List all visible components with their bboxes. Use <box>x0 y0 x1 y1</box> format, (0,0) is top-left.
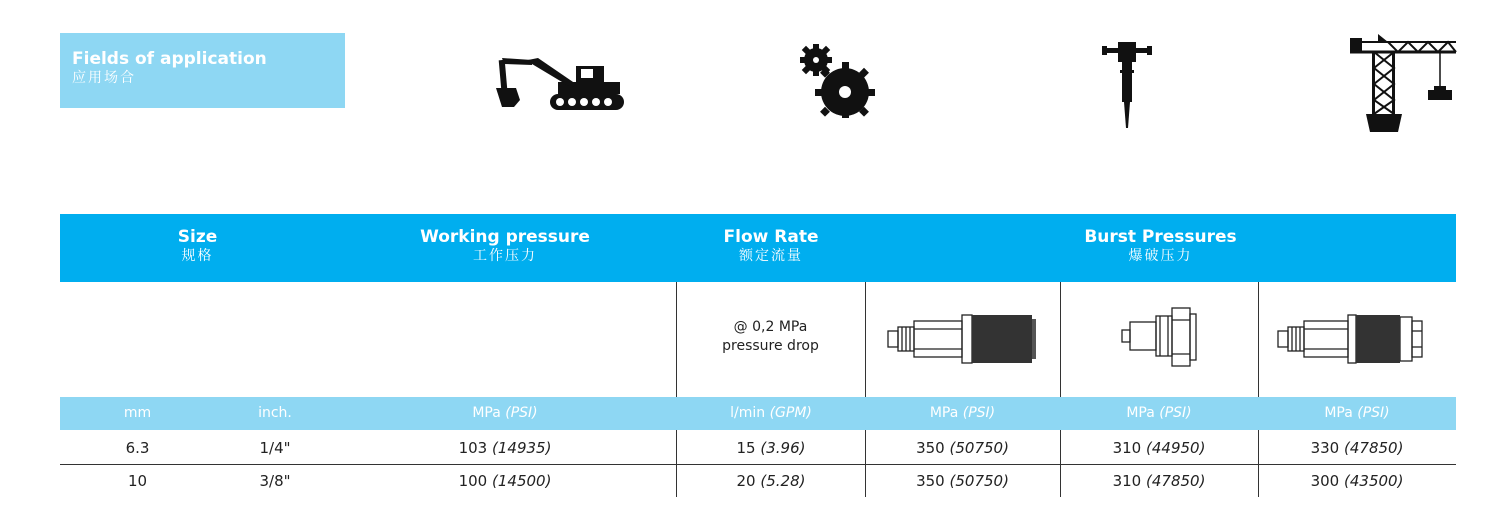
cell-b2-alt: (47850) <box>1146 472 1206 490</box>
unit-burst1-alt: (PSI) <box>962 405 996 421</box>
fields-subtitle: 应用场合 <box>72 70 136 86</box>
cell-b2-value: 310 <box>1112 439 1142 457</box>
fields-title: Fields of application <box>72 49 267 69</box>
header-size-subtitle: 规格 <box>181 248 214 264</box>
header-burst-pressures-subtitle: 爆破压力 <box>1128 248 1193 264</box>
table-row <box>60 432 1456 464</box>
cell-flow-rate <box>677 465 865 497</box>
cell-flow-value: 20 <box>736 472 756 490</box>
header-burst-pressures-title: Burst Pressures <box>1084 227 1237 247</box>
cell-wp-alt: (14935) <box>492 439 552 457</box>
cell-b3-alt: (43500) <box>1344 472 1404 490</box>
unit-wp-alt: (PSI) <box>505 405 538 421</box>
cell-working-pressure <box>335 465 675 497</box>
cell-burst-2 <box>1060 432 1258 464</box>
header-size-title: Size <box>177 227 218 247</box>
unit-burst-3 <box>1258 397 1456 430</box>
header-flow-rate-title: Flow Rate <box>723 227 819 247</box>
fields-of-application-box <box>60 33 345 108</box>
cell-flow-value: 15 <box>736 439 756 457</box>
cell-wp-alt: (14500) <box>492 472 552 490</box>
unit-burst2-alt: (PSI) <box>1159 405 1192 421</box>
header-flow-rate-subtitle: 额定流量 <box>739 248 803 264</box>
flow-note-line1: @ 0,2 MPa <box>733 319 808 335</box>
flow-note-line2: pressure drop <box>722 338 819 354</box>
cell-b3-value: 330 <box>1310 439 1340 457</box>
header-working-pressure <box>335 214 675 282</box>
unit-burst3-alt: (PSI) <box>1357 405 1390 421</box>
header-size <box>60 214 335 282</box>
cell-burst-3 <box>1258 465 1456 497</box>
unit-flow-alt: (GPM) <box>769 405 812 421</box>
flow-rate-note <box>677 318 864 356</box>
excavator-icon <box>492 52 626 114</box>
unit-burst2-main: MPa <box>1126 405 1155 421</box>
cell-flow-rate <box>677 432 865 464</box>
units-row <box>60 397 1456 430</box>
cell-b1-alt: (50750) <box>949 439 1009 457</box>
cell-b3-alt: (47850) <box>1344 439 1404 457</box>
gears-icon <box>798 42 878 118</box>
unit-flow-rate <box>677 397 865 430</box>
cell-working-pressure <box>335 432 675 464</box>
cell-mm: 6.3 <box>125 439 150 457</box>
header-burst-pressures <box>865 214 1456 282</box>
header-flow-rate <box>677 214 865 282</box>
cell-flow-alt: (5.28) <box>760 472 806 490</box>
unit-inch: inch. <box>258 405 292 421</box>
column-divider <box>1060 282 1061 397</box>
jackhammer-icon <box>1100 40 1154 132</box>
unit-wp-main: MPa <box>472 405 501 421</box>
unit-burst-2 <box>1060 397 1258 430</box>
cell-wp-value: 100 <box>458 472 488 490</box>
cell-burst-2 <box>1060 465 1258 497</box>
cell-b2-alt: (44950) <box>1146 439 1206 457</box>
cell-wp-value: 103 <box>458 439 488 457</box>
coupling-image-3 <box>1276 311 1426 367</box>
cell-burst-1 <box>865 465 1060 497</box>
unit-burst3-main: MPa <box>1324 405 1353 421</box>
header-working-pressure-subtitle: 工作压力 <box>473 248 537 264</box>
unit-burst1-main: MPa <box>929 405 959 421</box>
header-working-pressure-title: Working pressure <box>420 227 590 247</box>
cell-b1-alt: (50750) <box>949 472 1009 490</box>
cell-burst-3 <box>1258 432 1456 464</box>
column-divider <box>865 282 866 397</box>
cell-inch: 1/4" <box>259 439 291 457</box>
tower-crane-icon <box>1348 32 1460 132</box>
unit-mm: mm <box>123 405 152 421</box>
cell-inch: 3/8" <box>259 472 291 490</box>
cell-b1-value: 350 <box>916 472 945 490</box>
coupling-image-1 <box>886 311 1038 367</box>
cell-burst-1 <box>865 432 1060 464</box>
unit-working-pressure <box>335 397 675 430</box>
cell-b2-value: 310 <box>1112 472 1142 490</box>
cell-mm: 10 <box>127 472 148 490</box>
column-divider <box>1258 282 1259 397</box>
cell-b3-value: 300 <box>1310 472 1340 490</box>
unit-burst-1 <box>865 397 1060 430</box>
cell-b1-value: 350 <box>916 439 945 457</box>
table-header <box>60 214 1456 282</box>
coupling-image-2 <box>1120 306 1200 368</box>
unit-flow-main: l/min <box>730 405 766 421</box>
cell-flow-alt: (3.96) <box>760 439 806 457</box>
table-row <box>60 465 1456 497</box>
